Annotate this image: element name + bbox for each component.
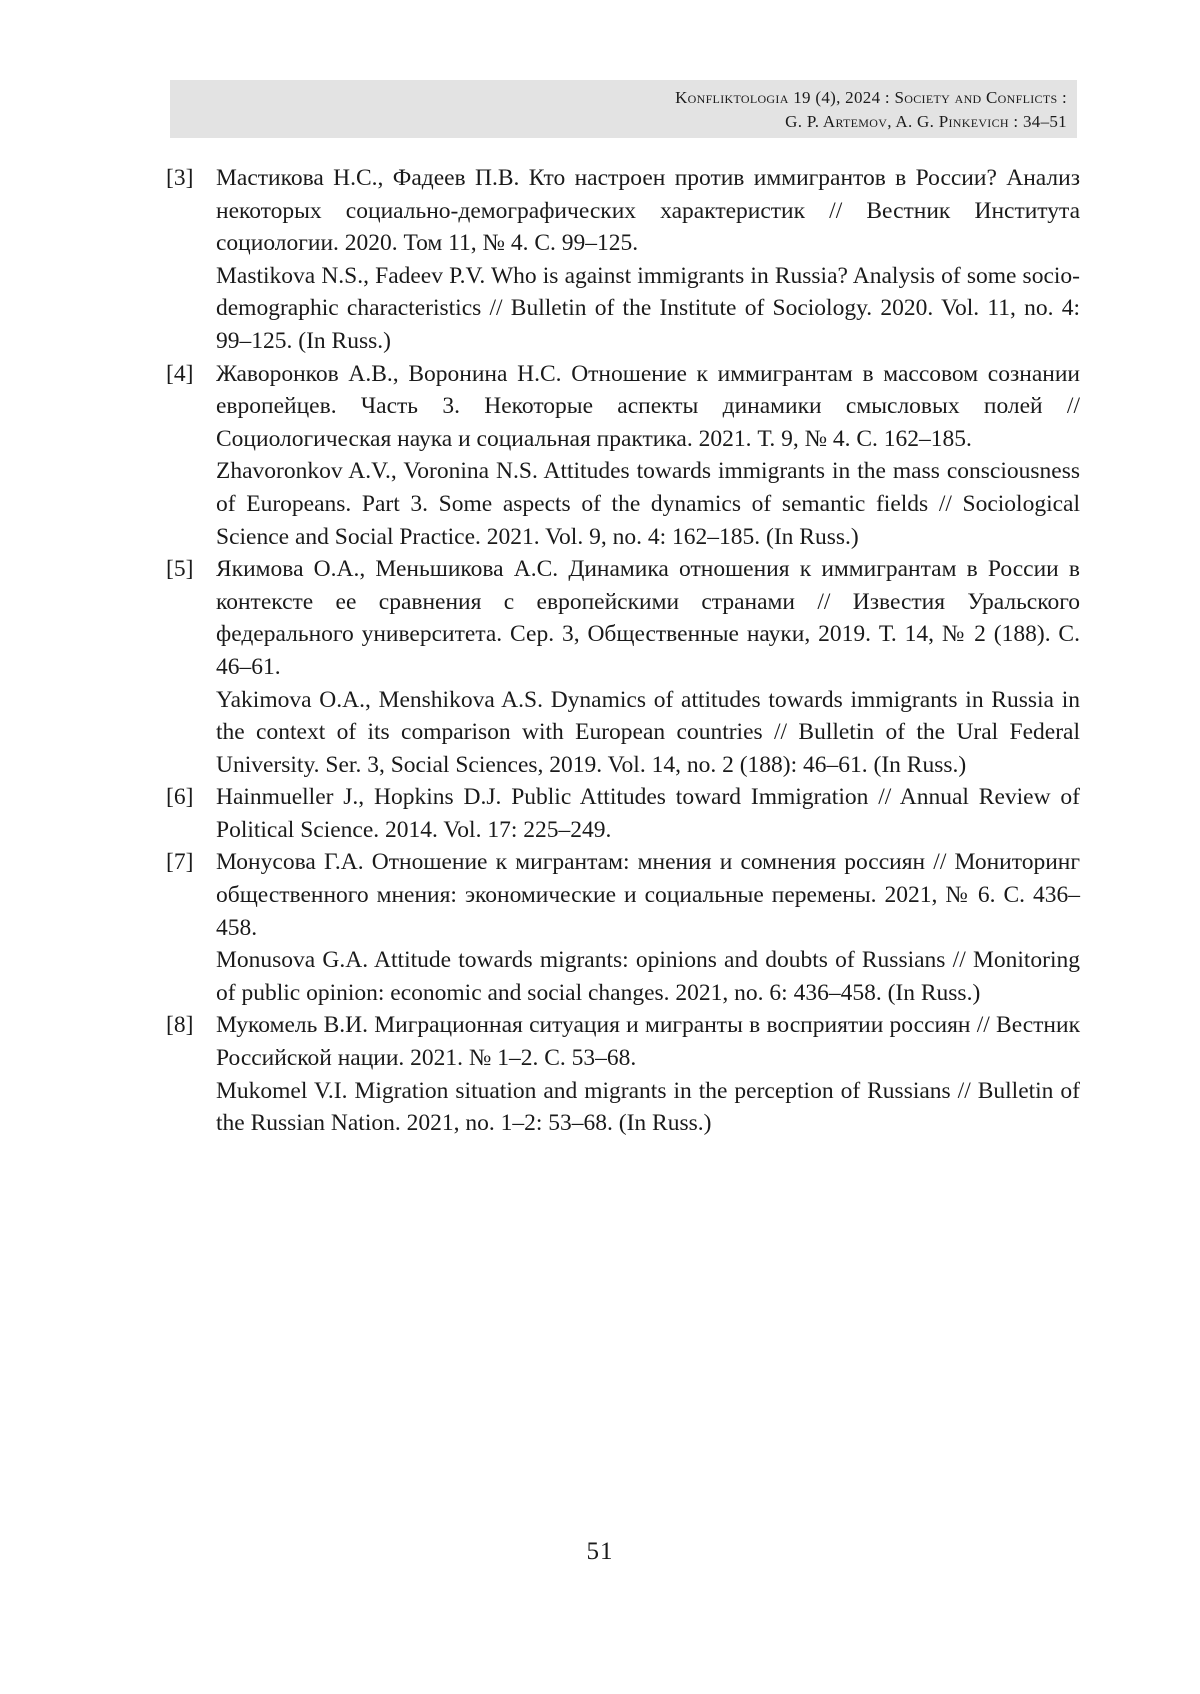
reference-number: [3] xyxy=(166,162,216,358)
reference-number: [5] xyxy=(166,553,216,781)
reference-number: [8] xyxy=(166,1009,216,1139)
reference-russian: Якимова О.А., Меньшикова А.С. Динамика отношения к иммигрантам в Рос­сии в контексте ее сравнения с европейскими странами // Известия Ураль­ского федерального университета. Сер. 3, Общественные науки, 2019. Т. 14, № 2 (188). С. 46–61. xyxy=(216,553,1080,683)
reference-item xyxy=(166,553,1080,781)
reference-english: Monusova G.A. Attitude towards migrants: opinions and doubts of Russians // Monitoring of public opinion: economic and social changes. 2021, no. 6: 436–458. (In Russ.) xyxy=(216,944,1080,1009)
reference-english: Zhavoronkov A.V., Voronina N.S. Attitudes towards immigrants in the mass con­sciousness of Europeans. Part 3. Some aspects of the dynamics of semantic fields // Sociological Science and Social Practice. 2021. Vol. 9, no. 4: 162–185. (In Russ.) xyxy=(216,455,1080,553)
running-header xyxy=(170,80,1077,138)
reference-number: [4] xyxy=(166,358,216,554)
reference-number: [7] xyxy=(166,846,216,1009)
running-header-journal: Konfliktologia 19 (4), 2024 : Society and Conflicts : xyxy=(170,86,1067,110)
reference-english: Mukomel V.I. Migration situation and migrants in the perception of Russians // Bulletin of the Russian Nation. 2021, no. 1–2: 53–68. (In Russ.) xyxy=(216,1075,1080,1140)
reference-russian: Мастикова Н.С., Фадеев П.В. Кто настроен против иммигрантов в России? Анализ некоторых социально-демографических характеристик // Вестник Института социологии. 2020. Том 11, № 4. С. 99–125. xyxy=(216,162,1080,260)
reference-russian: Мукомель В.И. Миграционная ситуация и мигранты в восприятии россиян // Вестник Российской нации. 2021. № 1–2. С. 53–68. xyxy=(216,1009,1080,1074)
running-header-authors: G. P. Artemov, A. G. Pinkevich : 34–51 xyxy=(170,110,1067,134)
reference-item xyxy=(166,781,1080,846)
reference-russian: Монусова Г.А. Отношение к мигрантам: мнения и сомнения россиян // Мони­торинг общественного мнения: экономические и социальные перемены. 2021, № 6. С. 436–458. xyxy=(216,846,1080,944)
reference-russian: Жаворонков А.В., Воронина Н.С. Отношение к иммигрантам в массовом со­знании европейцев. Часть 3. Некоторые аспекты динамики смысловых по­лей // Социологическая наука и социальная практика. 2021. Т. 9, № 4. С. 162–185. xyxy=(216,358,1080,456)
reference-item xyxy=(166,358,1080,554)
page-number: 51 xyxy=(0,1538,1200,1566)
reference-english: Yakimova O.A., Menshikova A.S. Dynamics of attitudes towards immigrants in Russia in the context of its comparison with European countries // Bulletin of the Ural Federal University. Ser. 3, Social Sciences, 2019. Vol. 14, no. 2 (188): 46–61. (In Russ.) xyxy=(216,684,1080,782)
reference-number: [6] xyxy=(166,781,216,846)
reference-item xyxy=(166,162,1080,358)
reference-item xyxy=(166,1009,1080,1139)
reference-item xyxy=(166,846,1080,1009)
reference-list xyxy=(166,162,1080,1140)
reference-citation: Hainmueller J., Hopkins D.J. Public Attitudes toward Immigration // Annual Re­view of Political Science. 2014. Vol. 17: 225–249. xyxy=(216,781,1080,846)
reference-english: Mastikova N.S., Fadeev P.V. Who is against immigrants in Russia? Analysis of some socio-demographic characteristics // Bulletin of the Institute of Sociology. 2020. Vol. 11, no. 4: 99–125. (In Russ.) xyxy=(216,260,1080,358)
